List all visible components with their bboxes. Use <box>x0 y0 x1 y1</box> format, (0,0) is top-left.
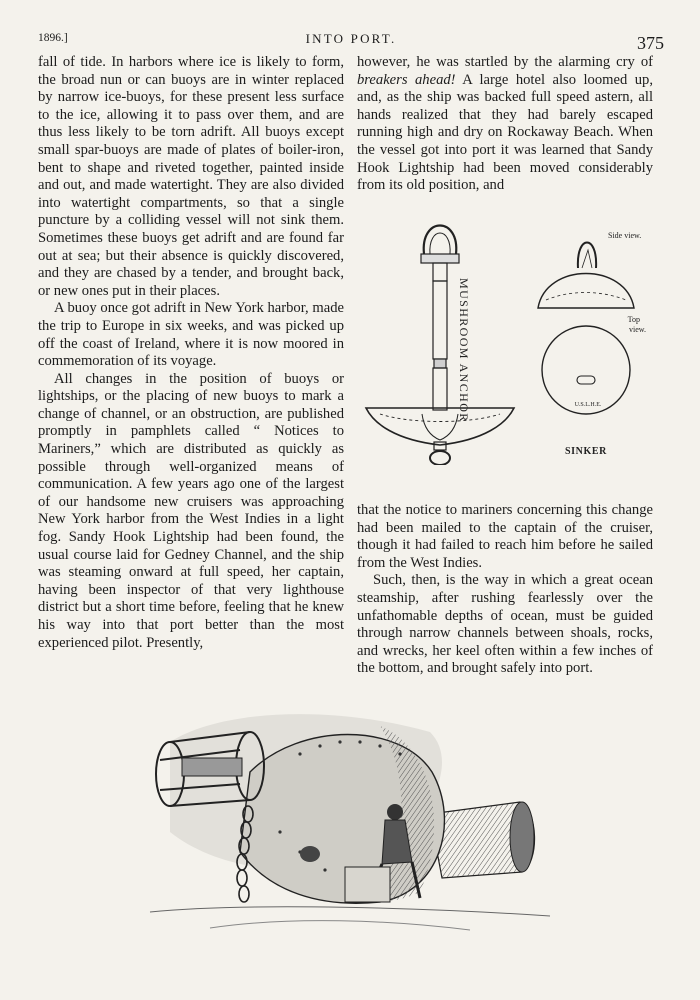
left-column <box>38 54 344 652</box>
lighted-buoy-illustration <box>130 702 555 942</box>
italic-text: breakers ahead! <box>357 71 456 88</box>
running-head-year: 1896.] <box>38 32 68 44</box>
right-column-top <box>357 54 653 195</box>
paragraph: A buoy once got adrift in New York harbor, made the trip to Europe in six weeks, and was picked up off the coast of Ireland, where it is now moored in commemoration of its voyage. <box>38 300 344 370</box>
running-head <box>38 30 664 54</box>
mushroom-anchor-illustration <box>360 210 660 465</box>
right-column-bottom <box>357 502 653 678</box>
paragraph: Such, then, is the way in which a great ocean steamship, after rushing fearlessly over the unfathomable depths of ocean, must be guided through narrow channels between shoals, rocks, and wrecks, her keel often within a few inches of the bottom, and brought safely into port. <box>357 572 653 677</box>
paragraph: that the notice to mariners concerning this change had been mailed to the captain of the cruiser, though it had failed to reach him before he sailed from the West Indies. <box>357 502 653 571</box>
sinker-stamp: U.S.L.H.E. <box>574 402 602 408</box>
running-head-title: INTO PORT. <box>305 31 397 46</box>
page-number: 375 <box>637 33 664 53</box>
text-run: A large hotel also loomed up, and, as the ship was backed full speed astern, all hands realized that they had barely escaped running high and dry on Rockaway Beach. When the vessel got into port it was learned that Sandy Hook Lightship had been moved considerably from its old position, and <box>357 71 653 194</box>
top-view-label-line2: view. <box>628 325 646 334</box>
mushroom-anchor-figure <box>360 210 660 465</box>
paragraph: All changes in the position of buoys or lightships, or the placing of new buoys to mark a change of channel, or an obstruction, are published promptly in pamphlets called “ Notices to Mariners,” which are distributed as quickly as possible through well-organized means of communication. A few years ago one of the largest of our handsome new cruisers was approaching New York harbor from the West Indies in a light fog. Sandy Hook Lightship had been found, the usual course laid for Gedney Channel, and the ship was steaming onward at full speed, her captain, having been inspector of that very lighthouse district but a short time before, feeling that he knew his way into that port better than the most experienced pilot. Presently, <box>38 370 344 651</box>
anchor-label: MUSHROOM ANCHOR <box>457 278 471 423</box>
side-view-label: Side view. <box>608 231 642 240</box>
sinker-label: SINKER <box>565 446 607 457</box>
text-run: however, he was startled by the alarming cry of <box>357 54 653 70</box>
top-view-label-line1: Top <box>627 315 640 324</box>
paragraph: fall of tide. In harbors where ice is likely to form, the broad nun or can buoys are in winter replaced by narrow ice-buoys, for these present less surface to the ice, allowing it to pass over them, and are thus less likely to be torn adrift. All buoys except small spar-buoys are made of plates of boiler-iron, bent to shape and riveted together, painted inside and out, and made watertight. They are also divided into watertight compartments, so that a single puncture by a colliding vessel will not sink them. Sometimes these buoys get adrift and are found far out at sea; but their absence is quickly discovered, and they are chased by a tender, and brought back, or new ones put in their places. <box>38 54 344 299</box>
buoy-engraving <box>130 702 555 942</box>
paragraph <box>357 54 653 195</box>
